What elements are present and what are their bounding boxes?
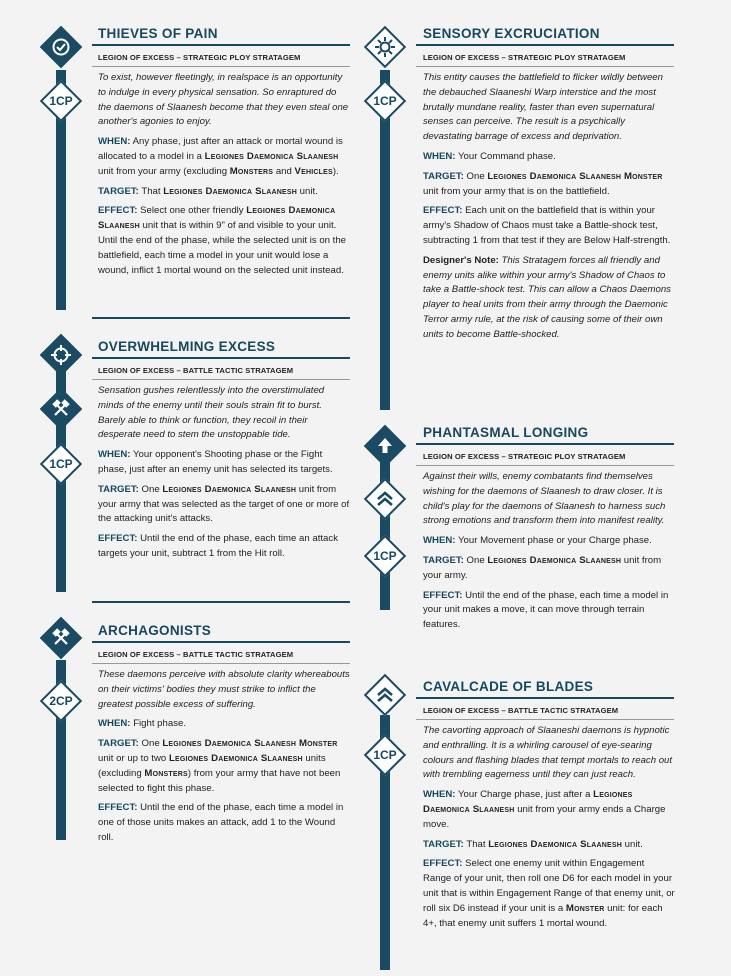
target-rule <box>423 170 675 200</box>
type-rule <box>416 465 674 466</box>
when-rule <box>98 717 350 732</box>
when-text: Your Command phase. <box>458 150 556 162</box>
stratagem-title: PHANTASMAL LONGING <box>423 425 589 440</box>
type-rule <box>416 719 674 720</box>
target-text: unit or up to two <box>98 752 167 764</box>
target-text: units (excluding <box>98 752 326 779</box>
check-circle-icon <box>46 32 76 62</box>
target-text: ) from your army that have not been selected to fight this phase. <box>98 767 341 794</box>
target-rule <box>423 554 675 584</box>
when-rule <box>98 448 350 478</box>
effect-label: EFFECT: <box>423 205 463 217</box>
target-text: unit. <box>624 838 643 850</box>
effect-text: Until the end of the phase, each time a model in your unit makes a move, it can move through terrain features. <box>423 589 669 631</box>
effect-rule <box>98 801 350 845</box>
when-label: WHEN: <box>423 150 456 162</box>
cp-cost: 1CP <box>373 94 397 108</box>
stratagem-type: LEGION OF EXCESS – BATTLE TACTIC STRATAGEM <box>423 706 619 715</box>
effect-text: Until the end of the phase, each time an attack targets your unit, subtract 1 from the Hit roll. <box>98 533 338 559</box>
stratagem-body <box>423 470 675 638</box>
up-arrow-icon <box>370 431 400 461</box>
when-rule <box>423 534 675 549</box>
when-label: WHEN: <box>98 136 131 148</box>
flavor-text: These daemons perceive with absolute clarity whereabouts on their victims' bodies they must strike to inflict the greatest possible excess of suffering. <box>98 669 350 710</box>
cp-cost: 1CP <box>373 549 397 563</box>
effect-text: unit: for each 4+, that enemy unit suffers 1 mortal wound. <box>423 902 663 929</box>
target-text: That <box>466 838 486 850</box>
keyword: Vehicles <box>294 165 333 177</box>
keyword: Legiones Daemonica Slaanesh <box>423 789 633 815</box>
when-text: Fight phase. <box>133 718 186 730</box>
title-rule <box>416 443 674 445</box>
when-text: Your opponent's Shooting phase or the Fight phase, just after an enemy unit has selected its targets. <box>98 449 333 475</box>
when-text: unit from your army ends a Charge move. <box>423 803 666 830</box>
title-rule <box>92 357 350 359</box>
effect-label: EFFECT: <box>98 802 138 814</box>
keyword: Legiones Daemonica Slaanesh Monster <box>487 170 663 182</box>
flavor-text: Against their wills, enemy combatants find themselves wishing for the daemons of Slaanesh to draw closer. It is child's play for the daemons of Slaanesh to harness such strong emotions and transform them into manifest reality. <box>423 471 666 527</box>
keyword: Legiones Daemonica Slaanesh <box>487 554 622 566</box>
crossed-hammers-icon <box>46 623 76 653</box>
note-text: This Stratagem forces all friendly and enemy units alike within your army's Shadow of Chaos to take a Battle-shock test. This can allow a Chaos Daemons player to heal units from their army through the Daemonic Terror army rule, at the risk of causing some of their own units to become Battle-shocked. <box>423 254 671 340</box>
effect-rule <box>98 532 350 562</box>
stratagem-title: THIEVES OF PAIN <box>98 26 218 41</box>
cp-cost: 1CP <box>373 748 397 762</box>
title-rule <box>416 44 674 46</box>
target-text: One <box>141 483 160 495</box>
keyword: Monsters <box>144 767 188 779</box>
target-text: One <box>141 738 160 750</box>
flavor-text: Sensation gushes relentlessly into the overstimulated minds of the enemy until their souls strain fit to burst. Barely able to think or function, they recoil in their desperate need to stem the unstoppable tide. <box>98 385 325 441</box>
target-text: unit. <box>299 185 318 197</box>
target-rule <box>98 483 350 527</box>
note-label: Designer's Note: <box>423 254 499 266</box>
keyword: Legiones Daemonica Slaanesh <box>168 752 303 764</box>
flavor-text: The cavorting approach of Slaaneshi daemons is hypnotic and enthralling. It is a whirling carousel of eye-searing colours and flashing blades that tempt mortals to reach out with trembling eagerness until they can just reach. <box>423 725 673 781</box>
target-text: One <box>466 170 485 182</box>
sun-icon <box>370 32 400 62</box>
keyword: Legiones Daemonica Slaanesh Monster <box>162 738 338 750</box>
card-bottom-rule <box>92 317 350 319</box>
stratagem-body <box>98 71 350 283</box>
chevrons-up-icon <box>370 680 400 710</box>
title-rule <box>92 44 350 46</box>
stratagem-title: CAVALCADE OF BLADES <box>423 679 594 694</box>
type-rule <box>92 66 350 67</box>
target-text: One <box>466 554 485 566</box>
target-rule <box>98 185 350 200</box>
stratagem-type: LEGION OF EXCESS – STRATEGIC PLOY STRATAGEM <box>98 53 301 62</box>
effect-rule <box>423 857 675 931</box>
effect-label: EFFECT: <box>423 858 463 870</box>
target-label: TARGET: <box>98 738 139 750</box>
when-text: and <box>275 165 292 177</box>
title-rule <box>416 697 674 699</box>
stratagem-type: LEGION OF EXCESS – STRATEGIC PLOY STRATAGEM <box>423 452 626 461</box>
stratagem-body <box>423 71 675 348</box>
cp-cost: 2CP <box>49 694 73 708</box>
stratagem-title: ARCHAGONISTS <box>98 623 212 638</box>
keyword: Monster <box>565 902 605 914</box>
title-rule <box>92 641 350 643</box>
stratagem-body <box>98 668 350 851</box>
effect-text: unit that is within 9" of and visible to your unit. Until the end of the phase, while the selected unit is on the battlefield, each time a model in your unit would lose a wound, inflict 1 mortal wound on the selected unit instead. <box>98 220 346 276</box>
cp-cost: 1CP <box>49 94 73 108</box>
stratagem-body <box>98 384 350 567</box>
stratagem-type: LEGION OF EXCESS – BATTLE TACTIC STRATAGEM <box>98 366 294 375</box>
keyword: Monsters <box>229 165 274 177</box>
target-label: TARGET: <box>98 185 139 197</box>
when-rule <box>423 788 675 832</box>
effect-label: EFFECT: <box>98 533 138 545</box>
effect-text: Until the end of the phase, each time a model in one of those units makes an attack, add 1 to the Wound roll. <box>98 802 344 843</box>
effect-label: EFFECT: <box>98 205 138 217</box>
when-text: Your Movement phase or your Charge phase. <box>458 535 652 547</box>
effect-rule <box>423 589 675 633</box>
target-label: TARGET: <box>423 170 464 182</box>
keyword: Legiones Daemonica Slaanesh <box>163 185 297 197</box>
when-label: WHEN: <box>98 449 131 461</box>
target-label: TARGET: <box>423 554 464 566</box>
target-text: unit from your army that is on the battlefield. <box>423 185 610 197</box>
when-rule <box>98 135 350 179</box>
target-label: TARGET: <box>423 838 464 850</box>
when-text: Your Charge phase, just after a <box>458 789 591 801</box>
when-text: Any phase, just after an attack or mortal wound is allocated to a model in a <box>98 136 343 162</box>
stratagem-body <box>423 724 675 936</box>
crosshair-icon <box>46 340 76 370</box>
effect-text: Select one other friendly <box>140 205 244 217</box>
card-bottom-rule <box>92 601 350 603</box>
effect-text: Each unit on the battlefield that is within your army's Shadow of Chaos must take a Battle-shock test, subtracting 1 from that test if they are Below Half-strength. <box>423 205 671 246</box>
when-rule <box>423 150 675 165</box>
when-text: ). <box>332 165 339 177</box>
type-rule <box>416 66 674 67</box>
crossed-hammers-icon <box>46 394 76 424</box>
stratagem-title: SENSORY EXCRUCIATION <box>423 26 600 41</box>
when-text: unit from your army (excluding <box>98 165 228 177</box>
designers-note <box>423 254 675 343</box>
keyword: Legiones Daemonica Slaanesh <box>204 150 339 162</box>
target-text: That <box>141 185 161 197</box>
target-rule <box>98 737 350 796</box>
target-label: TARGET: <box>98 483 139 495</box>
target-text: unit from your army. <box>423 554 662 581</box>
keyword: Legiones Daemonica Slaanesh <box>488 838 622 850</box>
type-rule <box>92 379 350 380</box>
when-label: WHEN: <box>423 789 456 801</box>
stratagem-type: LEGION OF EXCESS – STRATEGIC PLOY STRATAGEM <box>423 53 626 62</box>
effect-text: Select one enemy unit within Engagement Range of your unit, then roll one D6 for each model in your unit that is within Engagement Range of that enemy unit, or roll six D6 instead if your unit is a <box>423 858 675 914</box>
keyword: Legiones Daemonica Slaanesh <box>162 483 297 495</box>
flavor-text: This entity causes the battlefield to flicker wildly between the debauched Slaaneshi Warp interstice and the most brutally mundane reality, faster than even supernatural senses can perceive. The result is a psychically devastating barrage of excess and deprivation. <box>423 72 663 143</box>
target-text: unit from your army that was selected as the target of one or more of the attacking unit's attacks. <box>98 483 350 525</box>
stratagem-type: LEGION OF EXCESS – BATTLE TACTIC STRATAGEM <box>98 650 294 659</box>
keyword: Legiones Daemonica Slaanesh <box>98 205 336 232</box>
effect-rule <box>98 204 350 278</box>
stratagem-title: OVERWHELMING EXCESS <box>98 339 276 354</box>
cp-cost: 1CP <box>49 457 73 471</box>
effect-label: EFFECT: <box>423 589 463 601</box>
when-label: WHEN: <box>423 535 456 547</box>
chevrons-up-icon <box>370 484 400 514</box>
target-rule <box>423 838 675 853</box>
type-rule <box>92 663 350 664</box>
effect-rule <box>423 204 675 248</box>
flavor-text: To exist, however fleetingly, in realspace is an opportunity to indulge in every physical sensation. So enraptured do the daemons of Slaanesh become that they even steal one another's agonies to enjoy. <box>98 72 349 128</box>
when-label: WHEN: <box>98 718 131 730</box>
